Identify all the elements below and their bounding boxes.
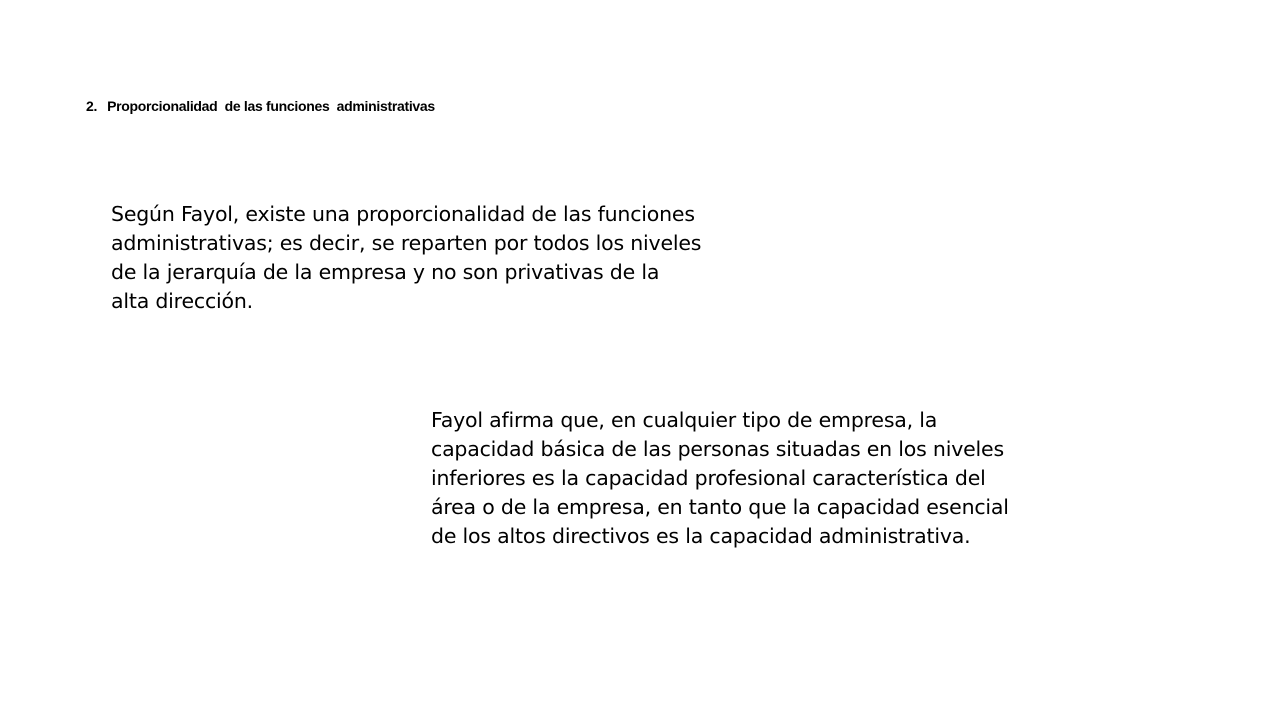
paragraph-line: de los altos directivos es la capacidad administrativa. — [431, 524, 971, 548]
paragraph-proportionality — [111, 200, 701, 316]
paragraph-line: Según Fayol, existe una proporcionalidad de las funciones — [111, 202, 695, 226]
paragraph-line: inferiores es la capacidad profesional característica del — [431, 466, 986, 490]
paragraph-line: capacidad básica de las personas situadas en los niveles — [431, 437, 1004, 461]
paragraph-line: área o de la empresa, en tanto que la capacidad esencial — [431, 495, 1009, 519]
paragraph-line: Fayol afirma que, en cualquier tipo de empresa, la — [431, 408, 938, 432]
paragraph-capacity — [431, 406, 1009, 551]
paragraph-line: alta dirección. — [111, 289, 253, 313]
paragraph-line: de la jerarquía de la empresa y no son privativas de la — [111, 260, 660, 284]
section-number: 2. — [86, 98, 98, 114]
paragraph-line: administrativas; es decir, se reparten por todos los niveles — [111, 231, 702, 255]
section-heading — [86, 98, 435, 114]
section-title: Proporcionalidad de las funciones administrativas — [107, 98, 435, 114]
